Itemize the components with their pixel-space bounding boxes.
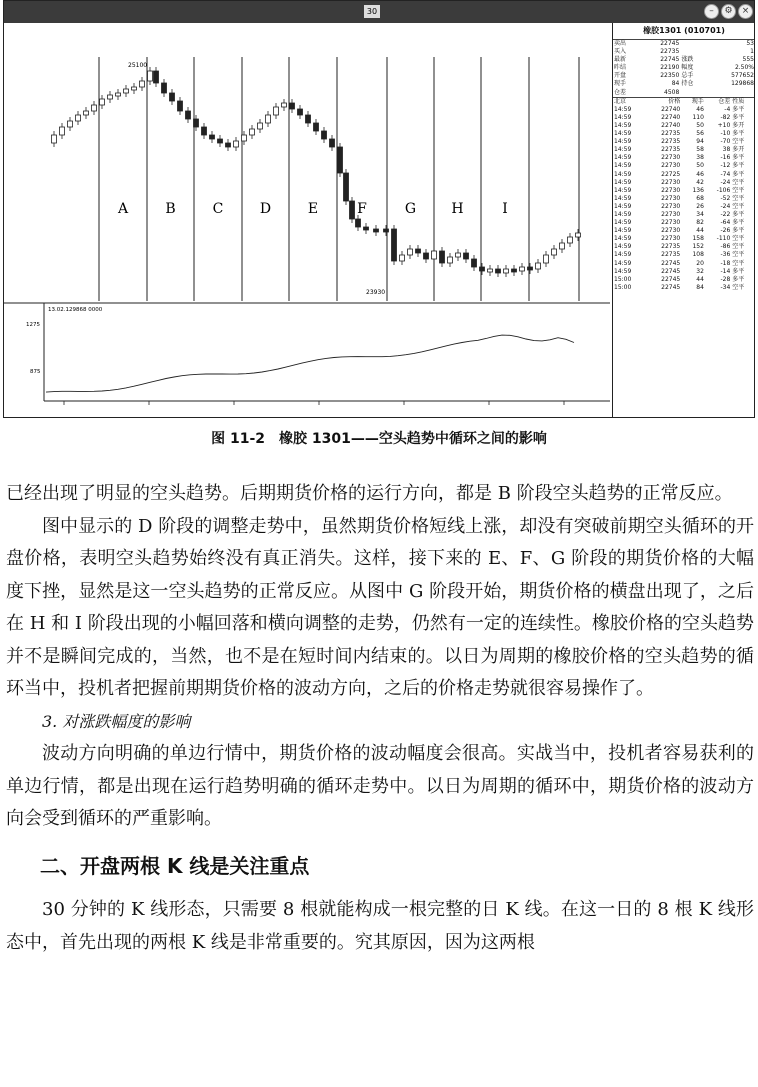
tick-cell: 14:59 — [614, 170, 632, 178]
candle — [330, 139, 335, 147]
candle — [306, 115, 311, 123]
tick-cell: 38 — [722, 146, 731, 154]
summary-cell: 53 — [746, 40, 754, 47]
tick-cell: 多开 — [732, 121, 745, 129]
candle — [480, 267, 485, 271]
phase-labels — [117, 201, 508, 217]
tick-cell: 多平 — [732, 154, 745, 162]
tick-row — [613, 106, 755, 114]
candle — [202, 127, 207, 135]
tick-cell: 空平 — [732, 194, 745, 202]
summary-cell: 开盘 — [614, 72, 627, 80]
tick-cell: -10 — [720, 130, 731, 138]
tick-cell: 158 — [692, 235, 704, 243]
candle — [416, 249, 421, 253]
tick-cell: 44 — [696, 227, 704, 235]
tick-cell: 152 — [692, 243, 704, 251]
tick-header-cell: 现手 — [691, 97, 704, 105]
tick-cell: 14:59 — [614, 154, 632, 162]
candle — [568, 237, 573, 243]
tick-cell: 22730 — [661, 154, 681, 162]
candle — [124, 89, 129, 93]
tick-row — [613, 130, 755, 138]
tick-row — [613, 260, 755, 268]
candle — [464, 253, 469, 259]
quote-summary-table — [613, 40, 755, 97]
candle — [544, 255, 549, 263]
summary-cell: 总手 — [681, 72, 694, 80]
candle — [392, 229, 397, 261]
summary-cell: 22190 — [660, 64, 680, 72]
candle — [560, 243, 565, 249]
tick-cell: -26 — [720, 227, 731, 235]
sub-panel-label: 13.02.129868 0000 — [48, 307, 103, 313]
tick-cell: -106 — [716, 186, 731, 194]
tick-cell: -52 — [720, 194, 731, 202]
quote-title: 橡胶1301 (010701) — [613, 23, 755, 40]
tick-cell: 82 — [696, 219, 704, 227]
tick-cell: 空平 — [732, 243, 745, 251]
candle — [226, 143, 231, 147]
candle — [140, 81, 145, 87]
tick-cell: 22735 — [661, 138, 681, 146]
price-label-low: 23930 — [366, 289, 386, 296]
tick-cell: 84 — [696, 283, 704, 291]
candle — [400, 255, 405, 261]
candle — [162, 83, 167, 93]
candle — [250, 129, 255, 135]
candle — [116, 93, 121, 96]
candle — [194, 119, 199, 127]
tick-cell: 38 — [696, 154, 704, 162]
tick-cell: 多平 — [732, 227, 745, 235]
tick-cell: 110 — [692, 113, 704, 121]
summary-cell: 仓差 — [614, 88, 627, 96]
candle — [92, 105, 97, 111]
phase-label-d: D — [259, 201, 272, 217]
tick-cell: -12 — [720, 162, 731, 170]
summary-cell: 22735 — [660, 48, 680, 56]
tick-cell: 多平 — [732, 210, 745, 218]
tick-row — [613, 195, 755, 203]
tick-cell: 68 — [696, 194, 704, 202]
tick-cell: 22730 — [661, 227, 681, 235]
tick-cell: 多开 — [732, 146, 745, 154]
tick-cell: 多平 — [732, 275, 745, 283]
summary-cell: 现手 — [614, 80, 627, 88]
tick-cell: 14:59 — [614, 251, 632, 259]
summary-cell — [680, 40, 707, 48]
tick-cell: 22745 — [661, 259, 681, 267]
settings-icon[interactable]: ⚙ — [721, 4, 736, 19]
tick-cell: 多平 — [732, 219, 745, 227]
tick-cell: 22730 — [661, 178, 681, 186]
candle — [84, 111, 89, 115]
candle — [154, 71, 159, 83]
sub-tick-2: 875 — [30, 369, 41, 375]
tick-cell: 空平 — [732, 178, 745, 186]
tick-row — [613, 114, 755, 122]
candle — [52, 135, 57, 143]
candle — [76, 115, 81, 121]
summary-cell: 最新 — [614, 56, 627, 64]
summary-row — [613, 40, 755, 48]
tick-cell: -24 — [720, 202, 731, 210]
summary-cell: 84 — [671, 80, 680, 88]
tick-cell: 14:59 — [614, 113, 632, 121]
tick-cell: 22740 — [661, 121, 681, 129]
tick-row — [613, 211, 755, 219]
paragraph-4: 30 分钟的 K 线形态，只需要 8 根就能构成一根完整的日 K 线。在这一日的 8 根 K 线形态中，首先出现的两根 K 线是非常重要的。究其原因，因为这两根 — [6, 899, 754, 953]
candle — [148, 71, 153, 81]
tick-cell: 14:59 — [614, 194, 632, 202]
tick-table — [613, 97, 755, 292]
period-tag[interactable]: 30 — [364, 5, 380, 18]
tick-cell: -110 — [716, 235, 731, 243]
summary-cell — [680, 89, 707, 97]
summary-cell: 577652 — [731, 72, 754, 80]
tick-cell: 22730 — [661, 202, 681, 210]
candle — [440, 251, 445, 263]
tick-cell: 14:59 — [614, 121, 632, 129]
tick-header-cell: 价格 — [668, 97, 681, 105]
tick-cell: 22725 — [661, 170, 681, 178]
tick-row — [613, 203, 755, 211]
candle — [234, 141, 239, 147]
tick-cell: 14:59 — [614, 227, 632, 235]
tick-cell: 22730 — [661, 210, 681, 218]
tick-cell: 14:59 — [614, 146, 632, 154]
candle — [314, 123, 319, 131]
phase-label-i: I — [502, 201, 508, 217]
tick-cell: -82 — [720, 113, 731, 121]
close-icon[interactable]: × — [738, 4, 753, 19]
candle — [338, 147, 343, 173]
candle — [290, 103, 295, 109]
tick-header-cell: 性质 — [732, 97, 745, 105]
candles — [52, 67, 581, 277]
tick-cell: 多平 — [732, 105, 745, 113]
candle — [258, 123, 263, 129]
tick-header-cell: 仓差 — [718, 97, 731, 105]
tick-cell: -16 — [720, 154, 731, 162]
tick-cell: 14:59 — [614, 186, 632, 194]
tick-cell: 136 — [692, 186, 704, 194]
tick-cell: 58 — [696, 146, 704, 154]
candle — [132, 87, 137, 90]
tick-header-row — [613, 97, 755, 106]
summary-cell: 2.50% — [734, 64, 754, 72]
tick-cell: -70 — [720, 138, 731, 146]
summary-cell: 昨结 — [614, 64, 627, 72]
tick-row — [613, 162, 755, 170]
summary-cell: 22745 — [660, 56, 680, 64]
tick-cell: 22735 — [661, 130, 681, 138]
summary-cell: 1 — [750, 48, 754, 56]
tick-cell: 14:59 — [614, 162, 632, 170]
candle — [298, 109, 303, 115]
summary-cell: 幅度 — [681, 64, 694, 72]
tick-cell: 46 — [696, 170, 704, 178]
tick-cell: 22730 — [661, 194, 681, 202]
tick-cell: 14:59 — [614, 105, 632, 113]
sub-tick-1: 1275 — [26, 322, 40, 328]
candlestick-chart — [4, 23, 610, 417]
candle — [356, 219, 361, 227]
candle — [424, 253, 429, 259]
candle — [496, 269, 501, 273]
price-label-high: 25100 — [128, 62, 148, 69]
candle — [186, 111, 191, 119]
tick-cell: 94 — [696, 138, 704, 146]
tick-cell: -34 — [720, 283, 731, 291]
tick-cell: -64 — [720, 219, 731, 227]
tick-cell: 空平 — [732, 138, 745, 146]
tick-cell: 15:00 — [614, 283, 632, 291]
tick-cell: -86 — [720, 243, 731, 251]
candle — [170, 93, 175, 101]
candle — [456, 253, 461, 257]
tick-cell: +10 — [717, 121, 731, 129]
summary-cell: 涨跌 — [681, 56, 694, 64]
tick-cell: -36 — [720, 251, 731, 259]
summary-cell: 22745 — [660, 40, 680, 47]
tick-row — [613, 187, 755, 195]
tick-cell: -74 — [720, 170, 731, 178]
paragraph-3: 波动方向明确的单边行情中，期货价格的波动幅度会很高。实战当中，投机者容易获利的单边行情，都是出现在运行趋势明确的循环走势中。以日为周期的循环中，期货价格的波动方向会受到循环的严重影响。 — [6, 743, 754, 829]
summary-row — [613, 80, 755, 88]
tick-row — [613, 171, 755, 179]
tick-row — [613, 179, 755, 187]
chart-figure — [3, 0, 755, 418]
summary-cell: 22350 — [660, 72, 680, 80]
tick-cell: 14:59 — [614, 138, 632, 146]
candle — [60, 127, 65, 135]
candle — [384, 229, 389, 232]
candle — [504, 269, 509, 273]
tick-cell: 44 — [696, 275, 704, 283]
tick-cell: -22 — [720, 210, 731, 218]
tick-cell: 50 — [696, 162, 704, 170]
summary-cell: 买入 — [614, 48, 627, 56]
tick-row — [613, 284, 755, 292]
tick-cell: 14:59 — [614, 267, 632, 275]
tick-cell: 22735 — [661, 251, 681, 259]
paragraph-1: 已经出现了明显的空头趋势。后期期货价格的运行方向，都是 B 阶段空头趋势的正常反应。 — [6, 483, 733, 504]
summary-cell — [707, 89, 755, 97]
minimize-icon[interactable]: – — [704, 4, 719, 19]
tick-cell: 空平 — [732, 251, 745, 259]
candle — [448, 257, 453, 263]
summary-cell — [680, 48, 707, 56]
tick-cell: 14:59 — [614, 219, 632, 227]
candle — [364, 227, 369, 230]
candle — [472, 259, 477, 267]
tick-cell: 108 — [692, 251, 704, 259]
tick-cell: 多平 — [732, 267, 745, 275]
tick-cell: 22745 — [661, 267, 681, 275]
tick-cell: 14:59 — [614, 259, 632, 267]
tick-cell: -18 — [720, 259, 731, 267]
tick-cell: 22740 — [661, 105, 681, 113]
phase-label-c: C — [212, 201, 224, 217]
tick-cell: 34 — [696, 210, 704, 218]
window-titlebar — [4, 1, 754, 23]
tick-cell: 20 — [696, 259, 704, 267]
candle — [512, 269, 517, 272]
summary-row — [613, 89, 755, 97]
candle — [282, 103, 287, 107]
time-axis-ticks — [64, 401, 564, 405]
candle — [576, 233, 581, 237]
section-title: 二、开盘两根 K 线是关注重点 — [40, 853, 310, 878]
tick-cell: 空平 — [732, 235, 745, 243]
candle — [218, 139, 223, 143]
phase-label-f: F — [357, 201, 367, 217]
tick-cell: 32 — [696, 267, 704, 275]
tick-row — [613, 138, 755, 146]
phase-label-e: E — [307, 201, 319, 217]
tick-cell: 42 — [696, 178, 704, 186]
candle — [344, 173, 349, 201]
phase-label-a: A — [117, 201, 129, 217]
candle — [488, 269, 493, 272]
candle — [274, 107, 279, 115]
tick-row — [613, 122, 755, 130]
tick-cell: 56 — [696, 130, 704, 138]
paragraph-2: 图中显示的 D 阶段的调整走势中，虽然期货价格短线上涨，却没有突破前期空头循环的开盘价格，表明空头趋势始终没有真正消失。这样，接下来的 E、F、G 阶段的期货价格的大幅度下挫，显然是这一空头趋势的正常反应。从图中 G 阶段开始，期货价格的横盘出现了，之后在 H 和 I 阶段出现的小幅回落和横向调整的走势，仍然有一定的连续性。橡胶价格的空头趋势并不是瞬间完成的，当然，也不是在短时间内结束的。以日为周期的橡胶价格的空头趋势的循环当中，投机者把握前期期货价格的波动方向，之后的价格走势就很容易操作了。 — [6, 515, 754, 699]
tick-row — [613, 251, 755, 259]
candle — [322, 131, 327, 139]
tick-cell: 多平 — [732, 170, 745, 178]
summary-cell: 卖出 — [614, 40, 627, 47]
tick-cell: 15:00 — [614, 275, 632, 283]
tick-header-cell: 北京 — [614, 97, 627, 105]
candle — [108, 95, 113, 99]
candle — [68, 121, 73, 127]
figure-caption: 图 11-2 橡胶 1301——空头趋势中循环之间的影响 — [211, 431, 547, 447]
tick-row — [613, 268, 755, 276]
tick-cell: 多平 — [732, 130, 745, 138]
tick-cell: 14:59 — [614, 202, 632, 210]
tick-cell: 50 — [696, 121, 704, 129]
tick-cell: 14:59 — [614, 178, 632, 186]
tick-cell: -4 — [724, 105, 731, 113]
tick-cell: 14:59 — [614, 235, 632, 243]
summary-cell: 129868 — [731, 80, 754, 88]
candle — [408, 249, 413, 255]
tick-cell: 22745 — [661, 275, 681, 283]
tick-cell: 14:59 — [614, 243, 632, 251]
phase-label-h: H — [451, 201, 464, 217]
tick-cell: 14:59 — [614, 210, 632, 218]
tick-cell: -28 — [720, 275, 731, 283]
summary-cell: 555 — [742, 56, 754, 64]
tick-cell: 22730 — [661, 162, 681, 170]
tick-cell: 14:59 — [614, 130, 632, 138]
candle — [528, 267, 533, 270]
tick-cell: -24 — [720, 178, 731, 186]
tick-cell: 多平 — [732, 113, 745, 121]
tick-row — [613, 219, 755, 227]
candle — [350, 201, 355, 219]
candle — [374, 229, 379, 232]
tick-cell: -14 — [720, 267, 731, 275]
summary-cell: 持仓 — [681, 80, 694, 88]
tick-cell: 22730 — [661, 219, 681, 227]
candle — [536, 263, 541, 269]
subheading: 3. 对涨跌幅度的影响 — [42, 711, 191, 731]
tick-cell: 空平 — [732, 186, 745, 194]
tick-cell: 26 — [696, 202, 704, 210]
tick-row — [613, 276, 755, 284]
tick-cell: 空平 — [732, 259, 745, 267]
tick-cell: 46 — [696, 105, 704, 113]
open-interest-line — [46, 335, 574, 392]
phase-label-g: G — [404, 201, 417, 217]
tick-cell: 22745 — [661, 283, 681, 291]
candle — [178, 101, 183, 111]
phase-label-b: B — [165, 201, 176, 217]
candle — [266, 115, 271, 123]
summary-cell: 4508 — [664, 88, 680, 96]
tick-cell: 多平 — [732, 162, 745, 170]
quote-panel — [612, 23, 755, 417]
tick-cell: 22735 — [661, 146, 681, 154]
article-body — [6, 478, 754, 959]
summary-row — [613, 48, 755, 56]
tick-cell: 22740 — [661, 113, 681, 121]
candle — [432, 251, 437, 259]
tick-cell: 22730 — [661, 186, 681, 194]
tick-cell: 空平 — [732, 283, 745, 291]
candle — [100, 99, 105, 105]
candle — [552, 249, 557, 255]
candle — [242, 135, 247, 141]
tick-cell: 22735 — [661, 243, 681, 251]
candle — [210, 135, 215, 139]
candle — [520, 267, 525, 271]
tick-cell: 22730 — [661, 235, 681, 243]
tick-cell: 空平 — [732, 202, 745, 210]
